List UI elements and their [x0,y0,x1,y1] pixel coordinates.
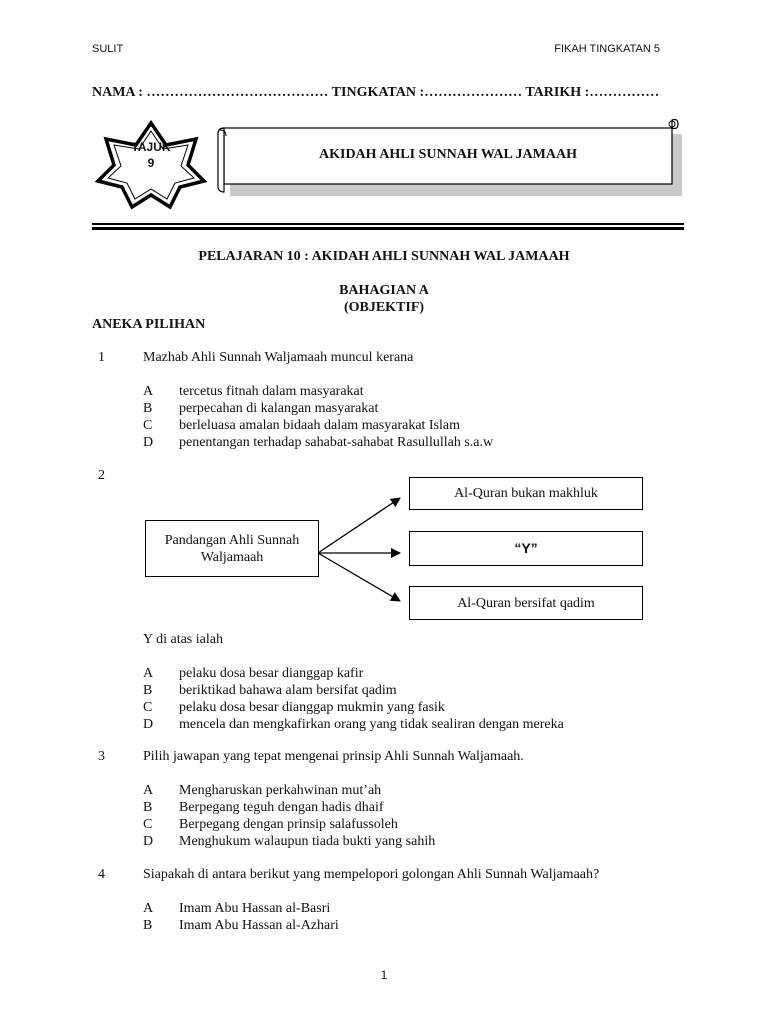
badge-label: TAJUK [131,140,171,154]
subsection-heading: ANEKA PILIHAN [92,317,206,332]
arrow-up [318,498,400,553]
diagram-source-box: Pandangan Ahli Sunnah Waljamaah [145,520,319,577]
section-line-1: BAHAGIAN A [339,283,429,298]
question-text: Mazhab Ahli Sunnah Waljamaah muncul kerana [143,350,414,365]
question-number: 2 [98,468,105,483]
header-left: SULIT [92,43,124,55]
question-number: 3 [98,749,105,764]
banner-title: AKIDAH AHLI SUNNAH WAL JAMAAH [319,147,577,162]
page-number: 1 [380,968,388,982]
question-text: Siapakah di antara berikut yang mempelopori golongan Ahli Sunnah Waljamaah? [143,867,600,882]
question-number: 4 [98,867,105,882]
diagram-target-box-3: Al-Quran bersifat qadim [409,586,643,620]
question-text: Pilih jawapan yang tepat mengenai prinsip Ahli Sunnah Waljamaah. [143,749,524,764]
lesson-title: PELAJARAN 10 : AKIDAH AHLI SUNNAH WAL JAMAAH [198,249,570,264]
header-right: FIKAH TINGKATAN 5 [554,43,660,55]
question-number: 1 [98,350,105,365]
badge-number: 9 [147,156,155,170]
diagram-target-box-1: Al-Quran bukan makhluk [409,477,643,510]
question-text: Y di atas ialah [143,632,223,647]
arrow-down [318,553,400,601]
student-info-line: NAMA : ………………………………… TINGKATAN :………………… TARIKH :…………… [92,85,660,100]
diagram-target-box-y: “Y” [409,531,643,566]
section-line-2: (OBJEKTIF) [343,300,425,315]
